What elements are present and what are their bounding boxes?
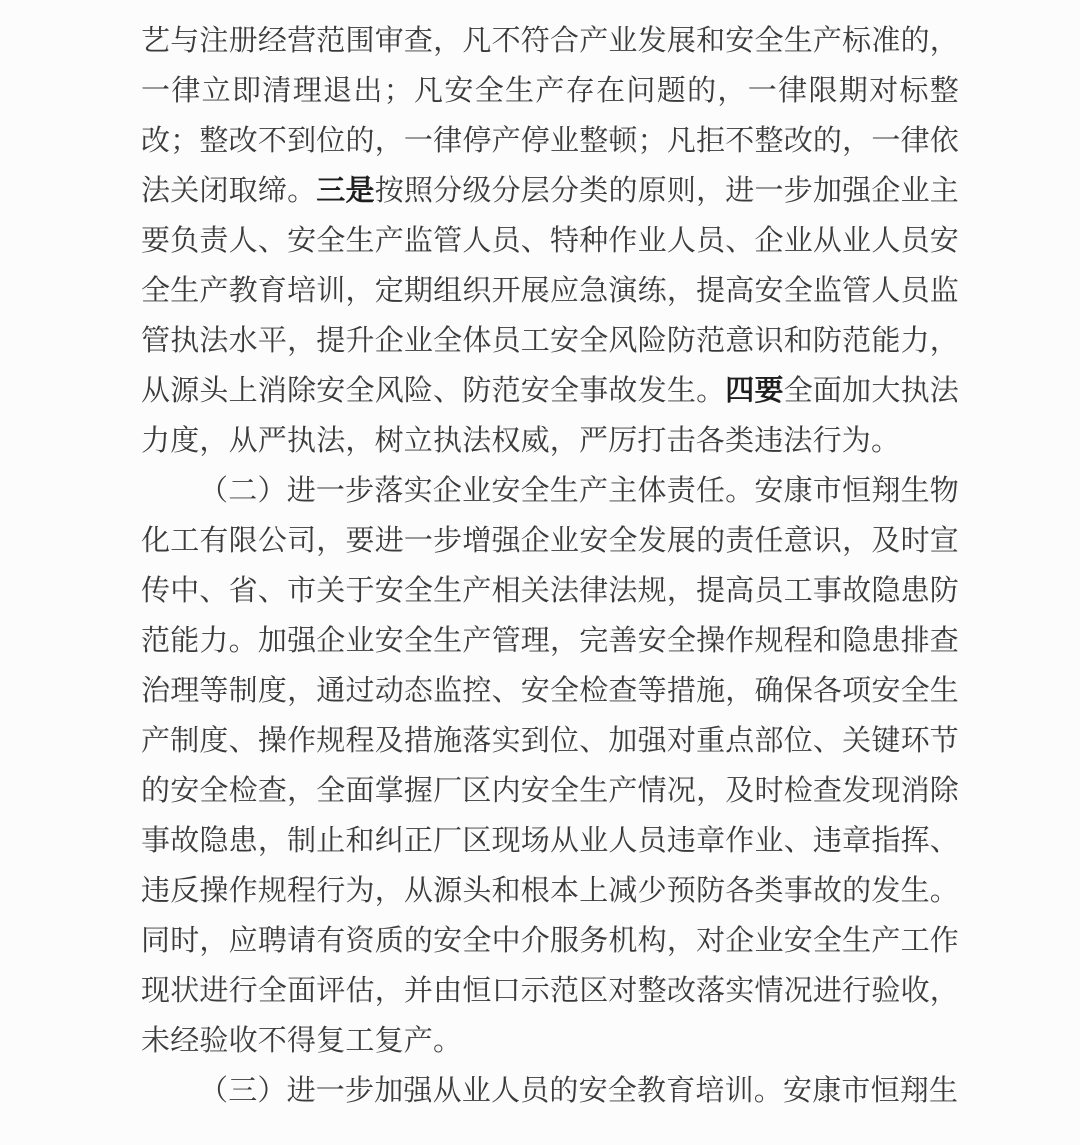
- emphasis-fourth-point: 四要: [725, 375, 784, 407]
- paragraph-text: 艺与注册经营范围审查，凡不符合产业发展和安全生产标准的，一律立即清理退出；凡安全生产存在问题的，一律限期对标整改；整改不到位的，一律停产停业整顿；凡拒不整改的，一律依法关闭取缔。: [141, 25, 959, 207]
- paragraph-section-3: （三）进一步加强从业人员的安全教育培训。安康市恒翔生: [199, 1075, 959, 1107]
- paragraph-text: 按照分级分层分类的原则，进一步加强企业主要负责人、安全生产监管人员、特种作业人员、企业从业人员安全生产教育培训，定期组织开展应急演练，提高安全监管人员监管执法水平，提升企业全体员工安全风险防范意识和防范能力，从源头上消除安全风险、防范安全事故发生。: [141, 175, 959, 407]
- paragraph-section-2: （二）进一步落实企业安全生产主体责任。安康市恒翔生物化工有限公司，要进一步增强企业安全发展的责任意识，及时宣传中、省、市关于安全生产相关法律法规，提高员工事故隐患防范能力。加强企业安全生产管理，完善安全操作规程和隐患排查治理等制度，通过动态监控、安全检查等措施，确保各项安全生产制度、操作规程及措施落实到位、加强对重点部位、关键环节的安全检查，全面掌握厂区内安全生产情况，及时检查发现消除事故隐患，制止和纠正厂区现场从业人员违章作业、违章指挥、违反操作规程行为，从源头和根本上减少预防各类事故的发生。同时，应聘请有资质的安全中介服务机构，对企业安全生产工作现状进行全面评估，并由恒口示范区对整改落实情况进行验收，未经验收不得复工复产。: [141, 475, 959, 1057]
- emphasis-third-point: 三是: [316, 175, 375, 207]
- paragraph-text: 全面加大执法力度，从严执法，树立执法权威，严厉打击各类违法行为。: [141, 375, 959, 457]
- document-body: [141, 16, 959, 1116]
- paragraph-continuation: [141, 16, 959, 466]
